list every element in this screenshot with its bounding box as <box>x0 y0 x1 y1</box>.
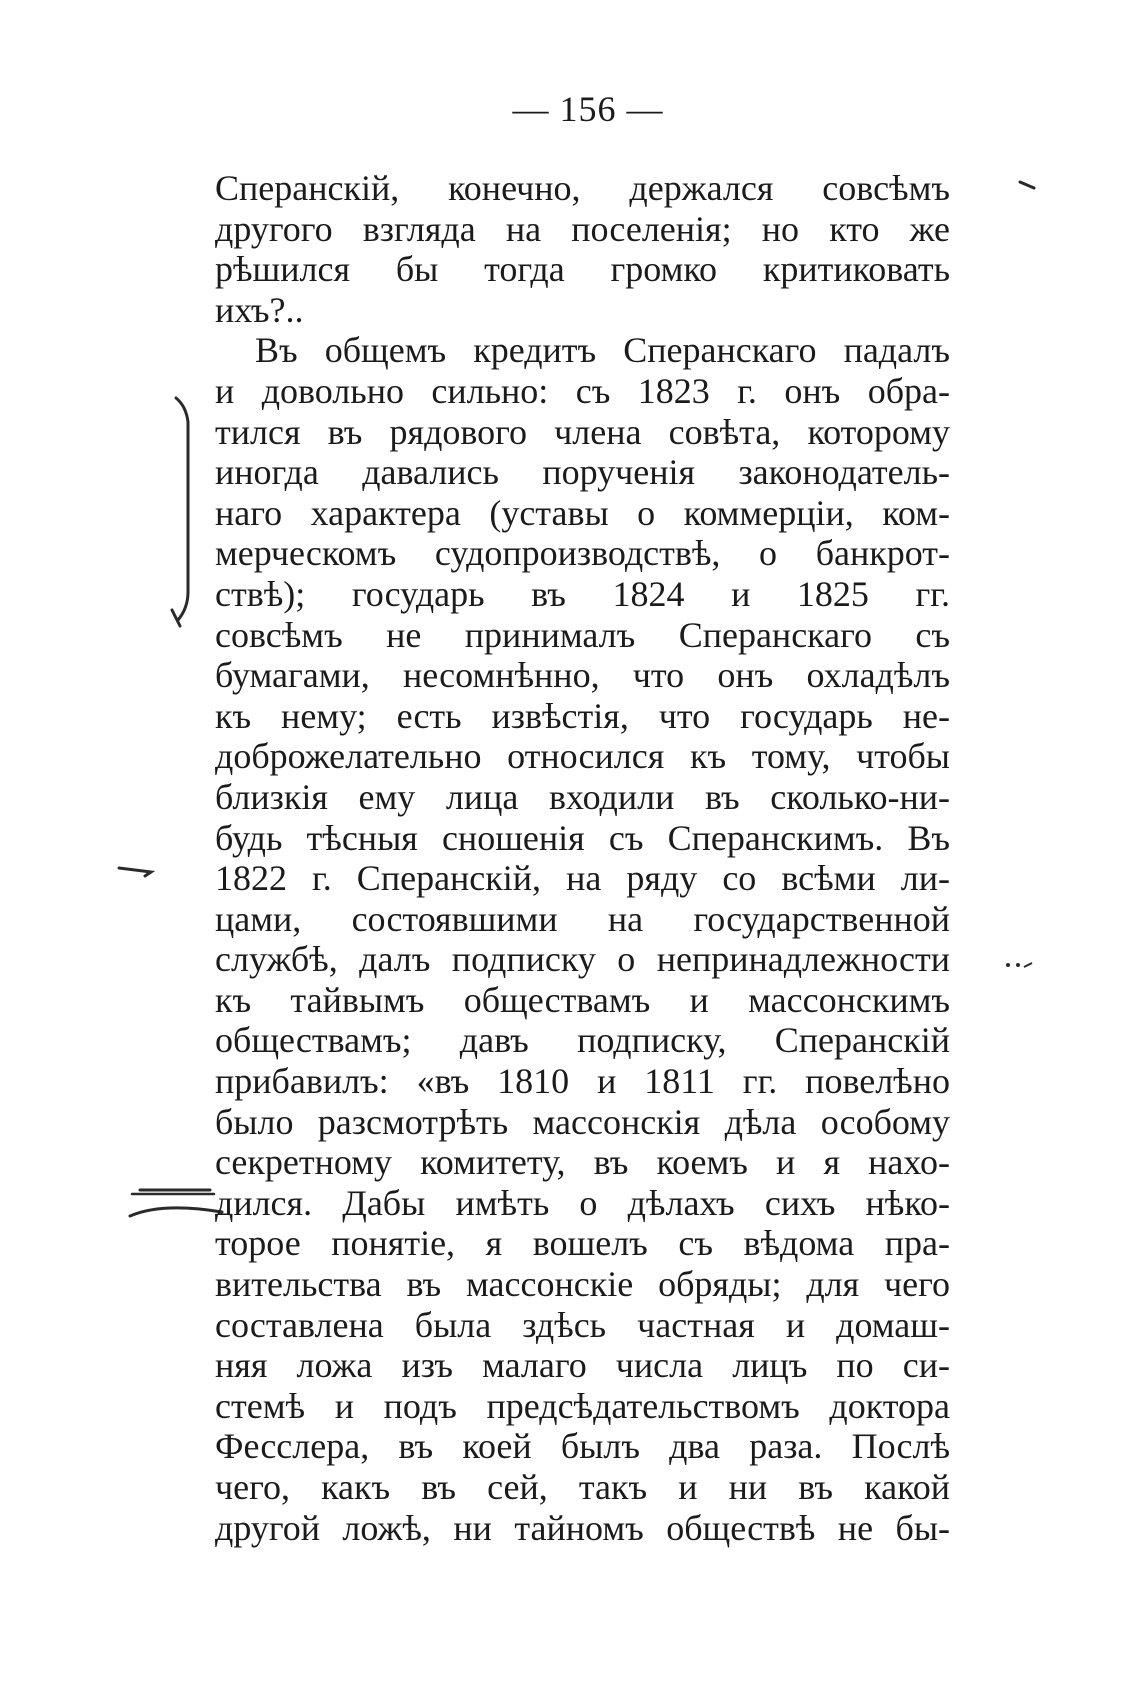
page-number: — 156 — <box>512 89 664 129</box>
text-line: мерческомъ судопроизводствѣ, о банкрот- <box>215 533 950 574</box>
text-line: доброжелательно относился къ тому, чтобы <box>215 736 950 777</box>
text-line: другой ложѣ, ни тайномъ обществѣ не бы- <box>215 1507 950 1548</box>
text-line: близкія ему лица входили въ сколько-ни- <box>215 776 950 817</box>
text-line: вительства въ массонскіе обряды; для чего <box>215 1264 950 1305</box>
text-line: къ нему; есть извѣстія, что государь не- <box>215 695 950 736</box>
text-line: къ тайвымъ обществамъ и массонскимъ <box>215 979 950 1020</box>
text-line: бумагами, несомнѣнно, что онъ охладѣлъ <box>215 655 950 696</box>
text-line: обществамъ; давъ подписку, Сперанскій <box>215 1020 950 1061</box>
text-line: было разсмотрѣть массонскія дѣла особому <box>215 1101 950 1142</box>
text-line: Фесслера, въ коей былъ два раза. Послѣ <box>215 1426 950 1467</box>
margin-dots-mark <box>1000 955 1040 975</box>
margin-dash-mark <box>117 860 157 880</box>
text-line: 1822 г. Сперанскій, на ряду со всѣми ли- <box>215 858 950 899</box>
text-line: цами, состоявшими на государственной <box>215 898 950 939</box>
text-line: секретному комитету, въ коемъ и я нахо- <box>215 1142 950 1183</box>
text-line: составлена была здѣсь частная и домаш- <box>215 1304 950 1345</box>
text-line: иногда давались порученія законодатель- <box>215 452 950 493</box>
text-line: прибавилъ: «въ 1810 и 1811 гг. повелѣно <box>215 1061 950 1102</box>
text-line: рѣшился бы тогда громко критиковать <box>215 249 950 290</box>
text-line: торое понятіе, я вошелъ съ вѣдома пра- <box>215 1223 950 1264</box>
text-line: няя ложа изъ малаго числа лицъ по си- <box>215 1345 950 1386</box>
text-line: ихъ?.. <box>215 289 304 330</box>
text-line: другого взгляда на поселенія; но кто же <box>215 208 950 249</box>
margin-tick-mark-top <box>1016 176 1046 196</box>
text-line: наго характера (уставы о коммерціи, ком- <box>215 492 950 533</box>
text-line: Сперанскій, конечно, держался совсѣмъ <box>215 168 950 208</box>
text-line: чего, какъ въ сей, такъ и ни въ какой <box>215 1467 950 1507</box>
text-line: будь тѣсныя сношенія съ Сперанскимъ. Въ <box>215 817 950 858</box>
text-line: тился въ рядового члена совѣта, которому <box>215 411 950 452</box>
text-line: службѣ, далъ подписку о непринадлежности <box>215 939 950 980</box>
text-line: Въ общемъ кредитъ Сперанскаго падалъ <box>255 330 950 371</box>
body-text <box>215 168 950 1548</box>
text-line: стемѣ и подъ предсѣдательствомъ доктора <box>215 1385 950 1426</box>
text-line: совсѣмъ не принималъ Сперанскаго съ <box>215 614 950 655</box>
text-line: ствѣ); государь въ 1824 и 1825 гг. <box>215 573 950 614</box>
text-line: и довольно сильно: съ 1823 г. онъ обра- <box>215 370 950 411</box>
text-line: дился. Дабы имѣть о дѣлахъ сихъ нѣко- <box>215 1182 950 1223</box>
